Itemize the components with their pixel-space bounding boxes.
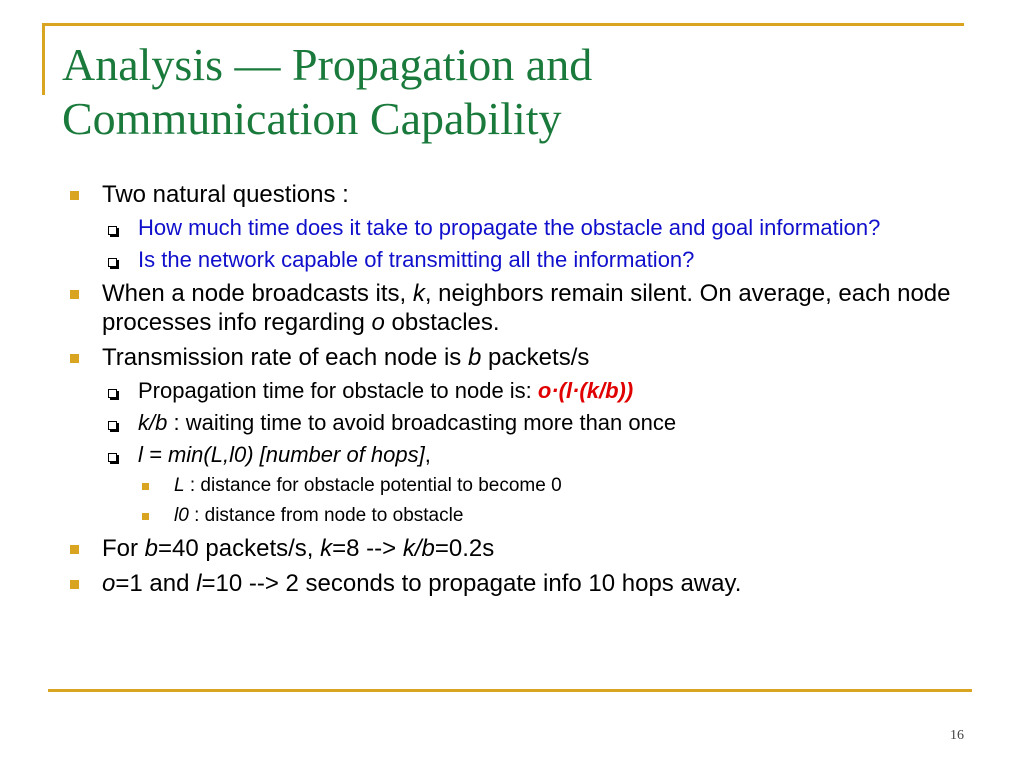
square-bullet-icon [70, 191, 79, 200]
square-bullet-icon [70, 354, 79, 363]
text-run: , neighbors remain silent. On average, each node processes info regarding [102, 280, 951, 336]
text-run: Propagation time for obstacle to node is: [138, 378, 538, 403]
left-rule [42, 23, 45, 95]
var-L: L [174, 475, 185, 496]
text-run: =40 packets/s, [158, 535, 321, 562]
var-k-over-b: k/b [138, 410, 168, 435]
hollow-square-bullet-icon [108, 226, 117, 235]
sub-bullet-text: Is the network capable of transmitting all the information? [138, 247, 695, 272]
bottom-rule [48, 689, 972, 692]
text-run: =10 --> 2 seconds to propagate info 10 hops away. [201, 570, 742, 597]
var-l0: l0 [174, 505, 189, 526]
var-o: o [102, 570, 116, 597]
bullet-example-time [60, 569, 960, 598]
text-run: =0.2s [434, 535, 495, 562]
hollow-square-bullet-icon [108, 421, 117, 430]
bullet-transmission-rate [60, 343, 960, 372]
var-k: k [412, 280, 425, 307]
text-run: : distance from node to obstacle [188, 505, 464, 526]
text-run: : distance for obstacle potential to become 0 [184, 475, 562, 496]
text-run: =8 --> [332, 535, 403, 562]
hollow-square-bullet-icon [108, 389, 117, 398]
bullet-example-rate [60, 534, 960, 563]
propagation-formula: o·(l·(k/b)) [537, 378, 634, 403]
sub-bullet-time-question [60, 215, 960, 241]
sub-bullet-text: How much time does it take to propagate the obstacle and goal information? [138, 215, 881, 240]
text-run: When a node broadcasts its, [102, 280, 413, 307]
text-run: : waiting time to avoid broadcasting more than once [167, 410, 677, 435]
slide-body [60, 180, 960, 604]
var-k: k [320, 535, 333, 562]
square-bullet-icon [142, 513, 149, 520]
var-k-over-b: k/b [402, 535, 435, 562]
sub-bullet-waiting-time [60, 410, 960, 436]
hollow-square-bullet-icon [108, 258, 117, 267]
var-b: b [467, 344, 482, 371]
text-run: packets/s [481, 344, 590, 371]
text-run: For [102, 535, 145, 562]
sub-bullet-propagation-time [60, 378, 960, 404]
square-bullet-icon [70, 545, 79, 554]
sub-bullet-capacity-question [60, 247, 960, 273]
square-bullet-icon [70, 290, 79, 299]
text-run: Transmission rate of each node is [102, 344, 468, 371]
slide-title [62, 38, 962, 146]
sub-sub-bullet-l0 [60, 504, 960, 528]
title-line-1: Analysis — Propagation and [62, 39, 593, 90]
var-o: o [371, 309, 385, 336]
bullet-questions [60, 180, 960, 209]
top-rule [42, 23, 964, 26]
bullet-broadcast [60, 279, 960, 337]
sub-sub-bullet-L [60, 474, 960, 498]
page-number: 16 [950, 728, 964, 743]
text-run: =1 and [115, 570, 197, 597]
var-l: l [196, 570, 202, 597]
var-b: b [144, 535, 159, 562]
title-line-2: Communication Capability [62, 93, 562, 144]
square-bullet-icon [142, 483, 149, 490]
square-bullet-icon [70, 580, 79, 589]
sub-bullet-hops [60, 442, 960, 468]
text-run: , [424, 442, 431, 467]
bullet-text: Two natural questions : [102, 181, 349, 208]
hollow-square-bullet-icon [108, 453, 117, 462]
text-run: obstacles. [384, 309, 500, 336]
hops-definition: l = min(L,l0) [number of hops] [138, 442, 425, 467]
